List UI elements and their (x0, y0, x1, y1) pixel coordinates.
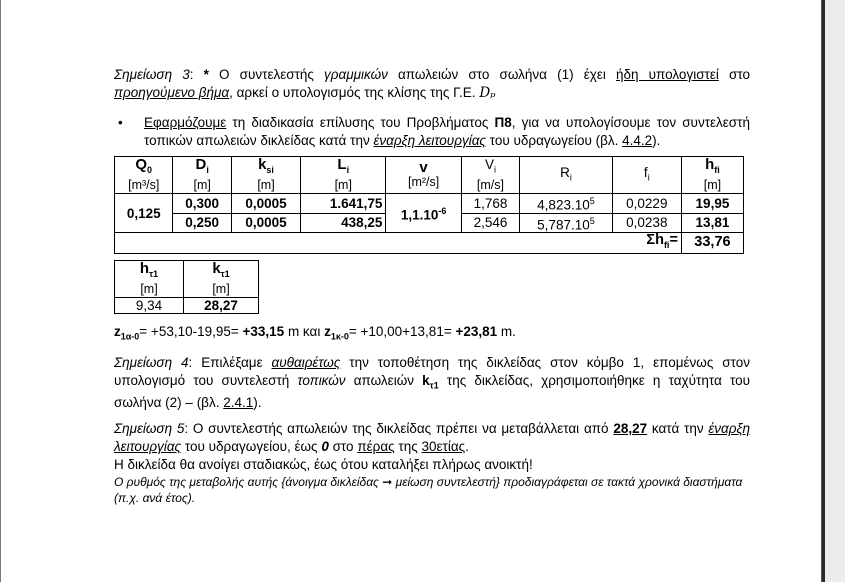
bullet-paragraph (114, 114, 750, 150)
sum-label: $\Sigma h_{fi}=$ (115, 233, 682, 254)
note-5-italic: Ο ρυθμός της μεταβολής αυτής {άνοιγμα δικλείδας ➞ μείωση συντελεστή} προδιαγράφεται σε τακτά χρονικά διαστήματα (π.χ. ανά έτος). (114, 475, 743, 506)
z2-subscript: 1κ-0 (330, 331, 349, 342)
header-d: $D_i$ [m] (173, 157, 231, 194)
note-5-start-operation: έναρξη λειτουργίας (114, 421, 751, 455)
note-5-end: πέρας (357, 439, 395, 455)
note-3-text: , αρκεί ο υπολογισμός της κλίσης της Γ.Ε. (229, 85, 480, 100)
bullet-text: τη διαδικασία επίλυσης του Προβλήματος (226, 115, 495, 130)
header-h-tau: $h_{\tau 1}$ [m] (115, 260, 184, 297)
note-3-label: Σημείωση 3 (114, 67, 190, 82)
d-value: 0,250 (173, 213, 231, 233)
note-4-k-symbol: k (422, 372, 430, 388)
table-row (115, 194, 744, 214)
note-3-star: * (203, 67, 209, 82)
header-nu: v [m²/s] (386, 157, 461, 194)
header-k: $k_{si}$ [m] (231, 157, 300, 194)
z1-subscript: 1α-0 (120, 331, 140, 342)
header-f: $f_i$ (612, 157, 681, 194)
h-tau-value: 9,34 (115, 297, 184, 313)
k-value: 0,0005 (231, 213, 300, 233)
header-l: $L_i$ [m] (301, 157, 386, 194)
note-4-label: Σημείωση 4 (114, 354, 189, 370)
bullet-problem-ref: Π8 (494, 115, 512, 130)
r-value: 4,823.10$^5$ (520, 194, 613, 214)
note-3-dp-symbol: Dₚ (479, 85, 496, 101)
l-value: 1.641,75 (301, 194, 386, 214)
note-5-text: της (394, 439, 422, 455)
note-4-text: ). (253, 395, 262, 411)
z1-result: +33,15 (238, 323, 285, 339)
note-4-k-subscript: τ1 (429, 380, 439, 391)
note-5-text: του υδραγωγείου, έως (181, 439, 322, 455)
header-v: $V_i$ [m/s] (461, 157, 519, 194)
note-4 (114, 354, 750, 413)
note-4-text: : Επιλέξαμε (188, 354, 272, 370)
table-sum-row (115, 233, 744, 254)
note-4-text: της δικλείδας, χρησιμοποιήθηκε η ταχύτητα του σωλήνα (2) – (βλ. (114, 372, 750, 411)
v-value: 1,768 (461, 194, 519, 214)
q-value: 0,125 (115, 194, 173, 233)
table-header-row (115, 157, 744, 194)
header-q: $Q_0$ [m³/s] (115, 157, 173, 194)
header-k-tau: $k_{\tau 1}$ [m] (184, 260, 259, 297)
note-5-text: : Ο συντελεστής απωλειών της δικλείδας πρέπει να μεταβάλλεται από (184, 421, 614, 437)
note-5-zero: 0 (321, 439, 329, 455)
bullet-start-operation: έναρξη λειτουργίας (373, 133, 486, 148)
k-value: 0,0005 (231, 194, 300, 214)
note-5-text: κατά την (647, 421, 709, 437)
note-4-section-link[interactable]: 2.4.1 (223, 395, 254, 411)
z1-symbol: z (114, 323, 121, 339)
note-4-text: την τοποθέτηση της δικλείδας στον κόμβο 1, επομένως στον υπολογισμό του συντελεστή (114, 354, 751, 388)
note-3-text: απωλειών στο σωλήνα (1) έχει (387, 67, 616, 82)
sum-value: 33,76 (681, 233, 743, 254)
note-5-text: στο (328, 439, 358, 455)
bullet-text: ). (652, 133, 661, 148)
results-table (114, 156, 744, 254)
note-3-previous-step: προηγούμενο βήμα (114, 85, 230, 100)
h-value: 19,95 (681, 194, 743, 214)
equation-text: = +53,10-19,95= (139, 323, 239, 339)
note-3: Σημείωση 3: * Ο συντελεστής γραμμικών απωλειών στο σωλήνα (1) έχει ήδη υπολογιστεί στο προηγούμενο βήμα, αρκεί ο υπολογισμός της κλίσης της Γ.Ε. Dₚ (114, 67, 750, 101)
note-5 (114, 420, 750, 474)
table-header-row (115, 260, 259, 297)
header-r: $R_i$ (520, 157, 613, 194)
note-5-value: 28,27 (613, 421, 648, 437)
l-value: 438,25 (301, 213, 386, 233)
table-row (115, 297, 259, 313)
note-5-30-years: 30ετίας (421, 439, 466, 455)
bullet-apply: Εφαρμόζουμε (144, 115, 227, 130)
bullet-section-link[interactable]: 4.4.2 (622, 133, 653, 148)
viewer-background (822, 0, 845, 582)
v-value: 2,546 (461, 213, 519, 233)
note-3-linear: γραμμικών (324, 67, 388, 82)
equation-text: m. (497, 323, 516, 339)
note-3-text: Ο συντελεστής (219, 67, 325, 82)
r-value: 5,787.10$^5$ (520, 213, 613, 233)
note-5-text: . (465, 439, 469, 455)
z2-symbol: z (324, 323, 331, 339)
nu-value: $1,1.10^{-6}$ (386, 194, 461, 233)
note-4-text: απωλειών (345, 372, 423, 388)
bullet-text: , για να υπολογίσουμε τον συντελεστή τοπικών απωλειών δικλείδας κατά την (144, 115, 750, 148)
note-3-already-computed: ήδη υπολογιστεί (615, 67, 719, 82)
note-4-arbitrary: αυθαιρέτως (271, 354, 341, 370)
h-value: 13,81 (681, 213, 743, 233)
header-h: $h_{fi}$ [m] (681, 157, 743, 194)
bullet-text: του υδραγωγείου (βλ. (485, 133, 623, 148)
f-value: 0,0238 (612, 213, 681, 233)
f-value: 0,0229 (612, 194, 681, 214)
note-3-text: στο (718, 67, 750, 82)
k-tau-value: 28,27 (184, 297, 259, 313)
z2-result: +23,81 (451, 323, 498, 339)
note-5-label: Σημείωση 5 (114, 421, 185, 437)
equation-text: m και (284, 323, 325, 339)
note-5-line2: Η δικλείδα θα ανοίγει σταδιακώς, έως ότου καταλήξει πλήρως ανοικτή! (114, 457, 533, 473)
equation-text: = +10,00+13,81= (348, 323, 452, 339)
bullet-icon: • (118, 115, 123, 130)
note-4-local: τοπικών (297, 372, 346, 388)
d-value: 0,300 (173, 194, 231, 214)
equation-line (114, 323, 750, 346)
document-body (114, 66, 750, 506)
valve-table (114, 260, 259, 314)
